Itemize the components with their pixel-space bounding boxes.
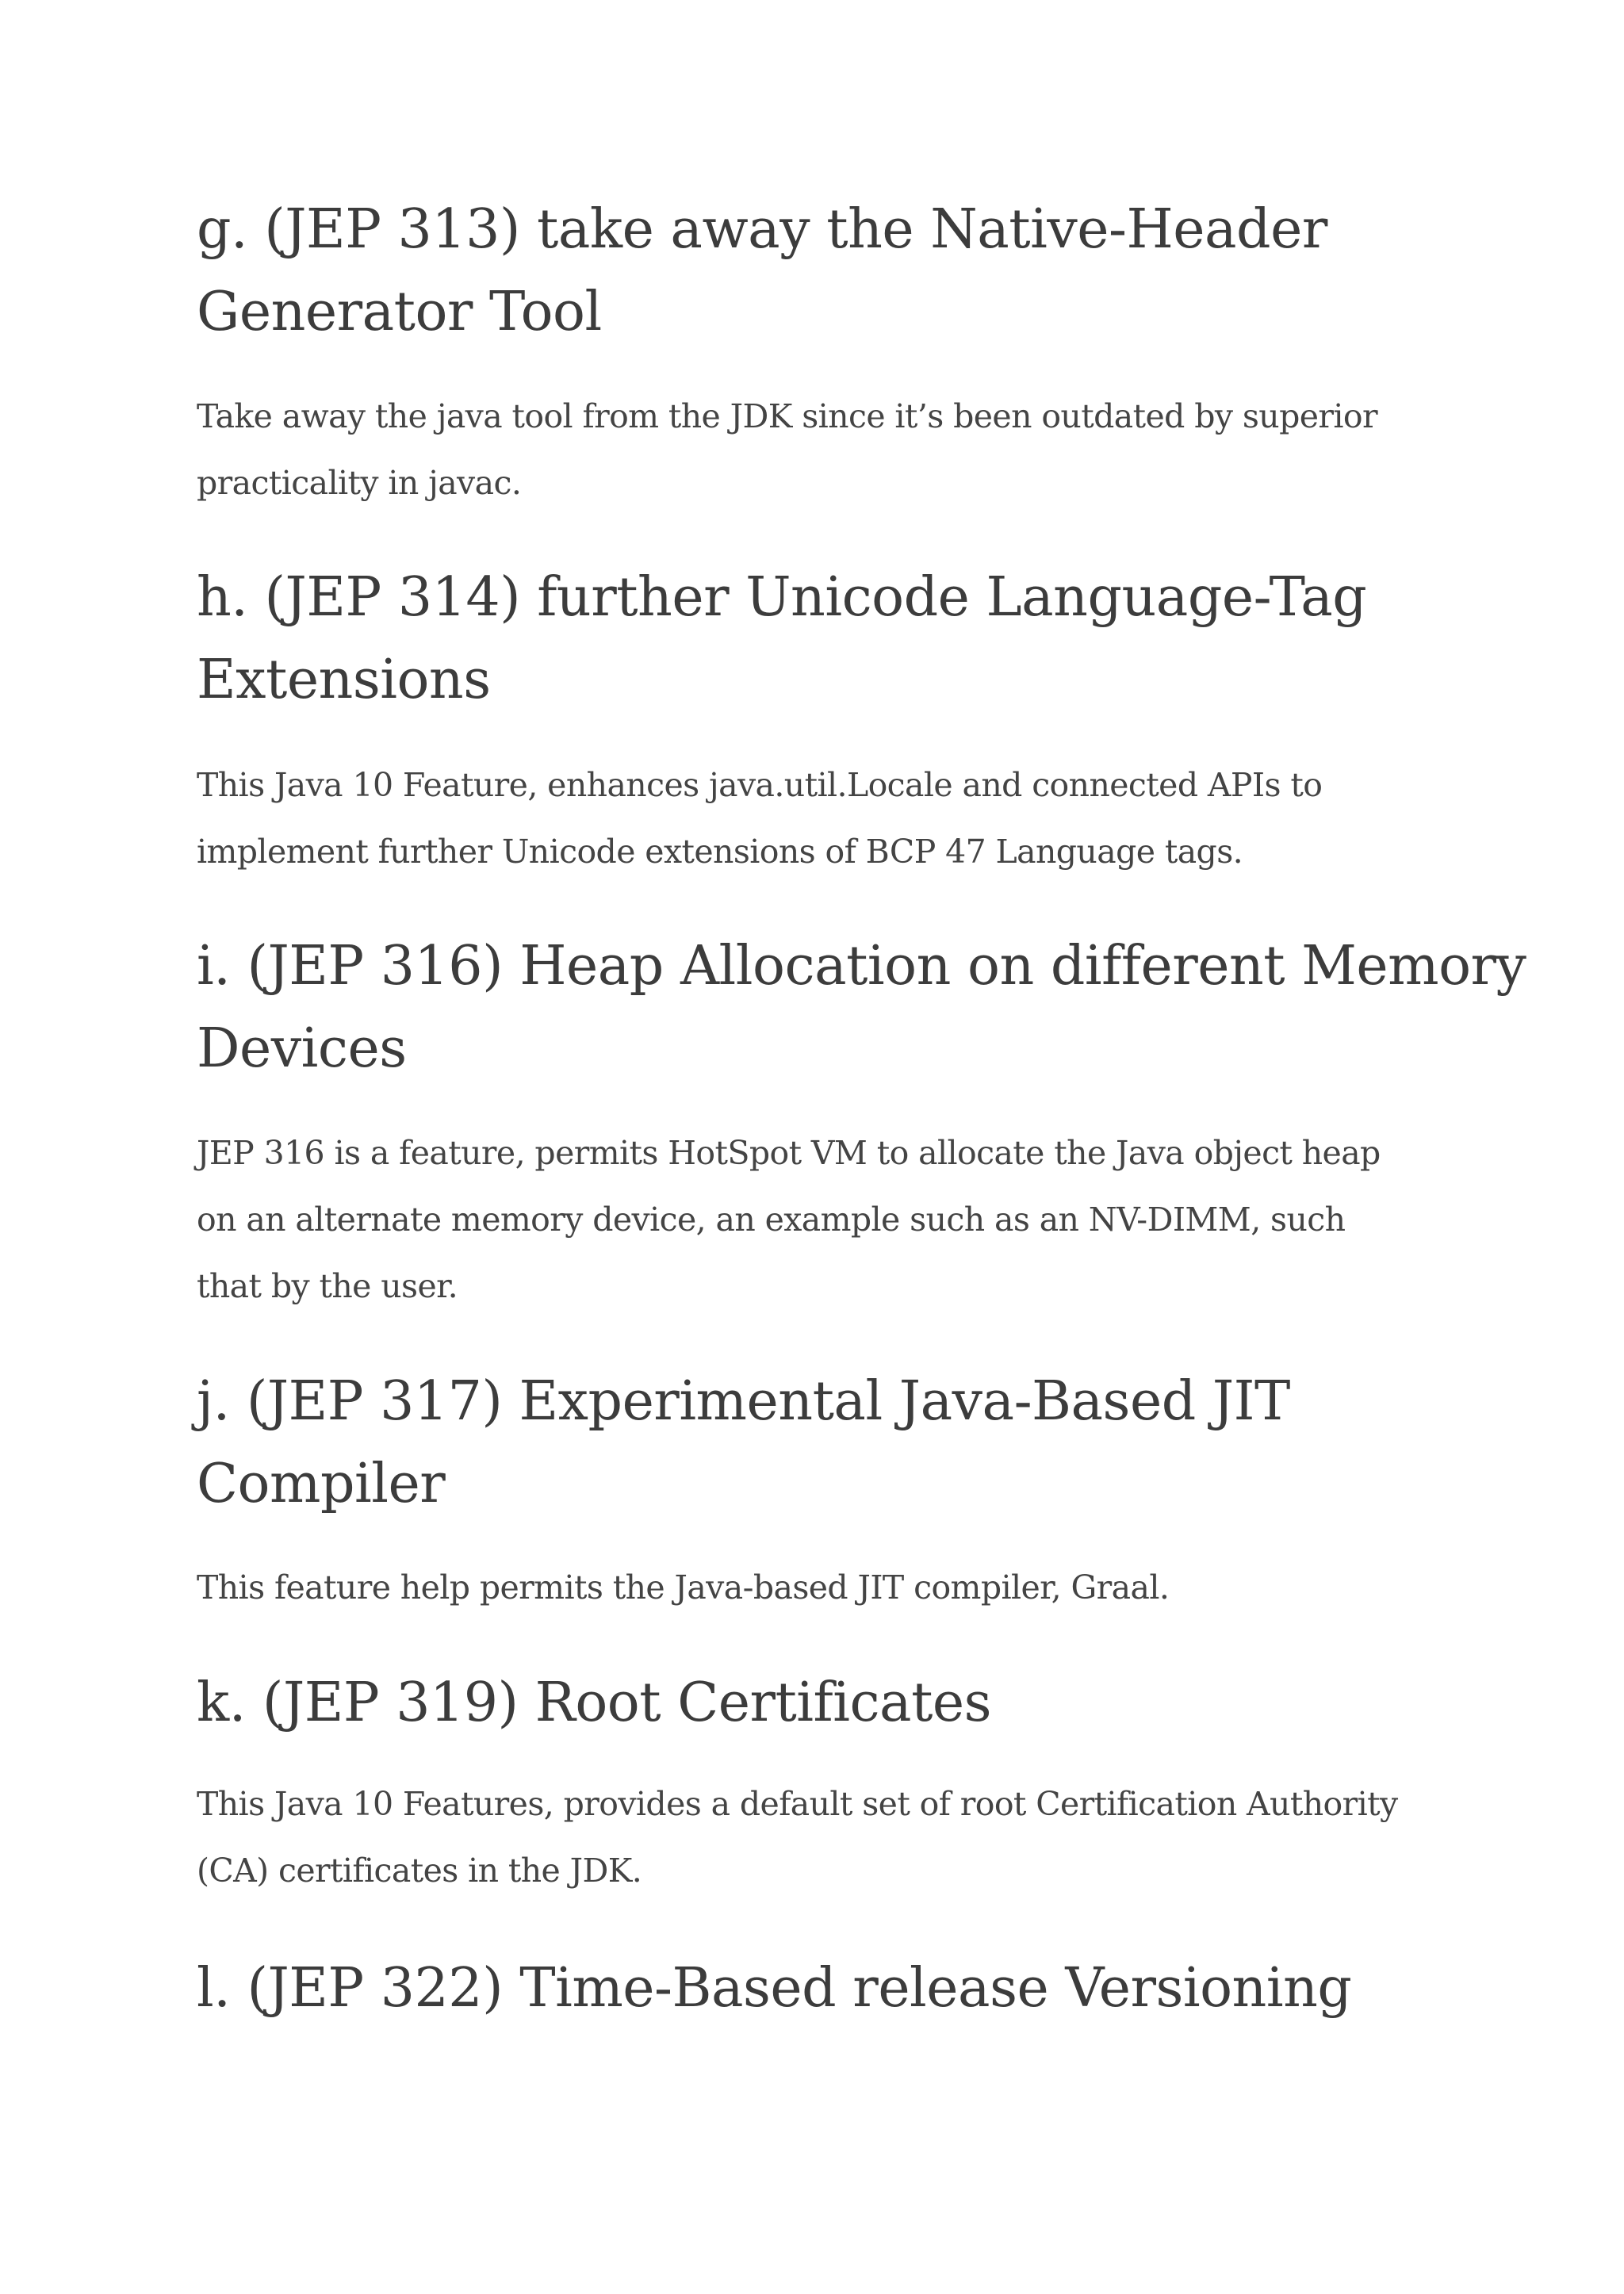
section-body-jep-313: [197, 383, 1377, 516]
section-heading-jep-319: [197, 1662, 991, 1744]
section-heading-jep-317: [197, 1361, 1290, 1526]
body-line: implement further Unicode extensions of BCP 47 Language tags.: [197, 833, 1243, 871]
section-heading-jep-316: [197, 925, 1526, 1090]
heading-line: k. (JEP 319) Root Certificates: [197, 1672, 992, 1734]
heading-line: Generator Tool: [197, 281, 602, 343]
body-line: This Java 10 Feature, enhances java.util.Locale and connected APIs to: [197, 766, 1323, 804]
body-line: on an alternate memory device, an example such as an NV-DIMM, such: [197, 1201, 1346, 1239]
heading-line: Compiler: [197, 1453, 446, 1515]
body-line: Take away the java tool from the JDK since it’s been outdated by superior: [197, 397, 1377, 435]
body-line: This feature help permits the Java-based JIT compiler, Graal.: [197, 1568, 1170, 1607]
body-line: (CA) certificates in the JDK.: [197, 1852, 642, 1890]
section-heading-jep-314: [197, 557, 1366, 722]
body-line: JEP 316 is a feature, permits HotSpot VM to allocate the Java object heap: [197, 1134, 1381, 1172]
heading-line: g. (JEP 313) take away the Native-Header: [197, 198, 1327, 261]
section-body-jep-316: [197, 1120, 1381, 1319]
section-body-jep-314: [197, 752, 1322, 885]
section-body-jep-319: [197, 1771, 1398, 1904]
heading-line: j. (JEP 317) Experimental Java-Based JIT: [197, 1370, 1290, 1433]
section-heading-jep-313: [197, 189, 1327, 354]
heading-line: Devices: [197, 1017, 407, 1080]
heading-line: l. (JEP 322) Time-Based release Versioning: [197, 1957, 1352, 2020]
heading-line: i. (JEP 316) Heap Allocation on different Memory: [197, 935, 1526, 998]
body-line: practicality in javac.: [197, 464, 522, 502]
section-heading-jep-322: [197, 1947, 1351, 2030]
heading-line: Extensions: [197, 649, 491, 711]
body-line: This Java 10 Features, provides a default set of root Certification Authority: [197, 1785, 1398, 1823]
section-body-jep-317: [197, 1554, 1169, 1621]
heading-line: h. (JEP 314) further Unicode Language-Tag: [197, 566, 1367, 629]
body-line: that by the user.: [197, 1267, 458, 1305]
